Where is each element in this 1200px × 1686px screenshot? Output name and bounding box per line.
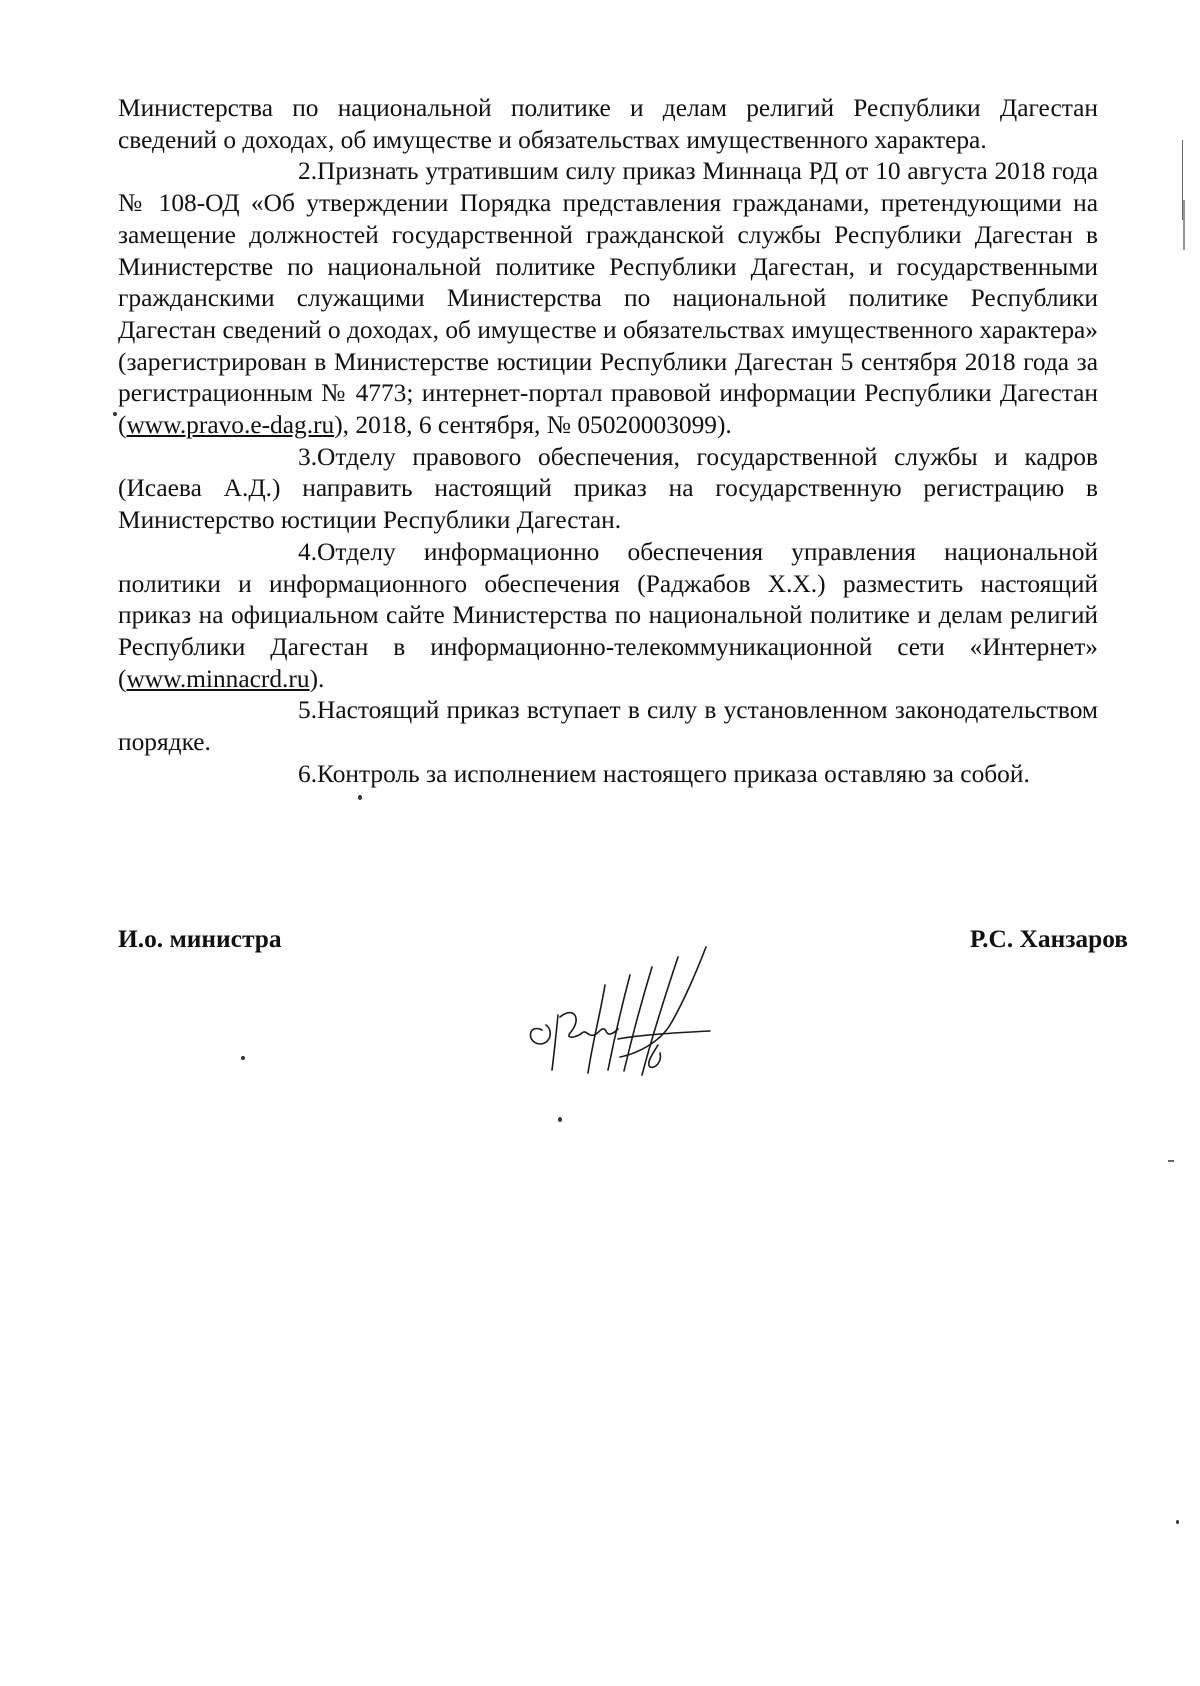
item-number: 2. (298, 157, 318, 186)
item-number: 3. (298, 442, 318, 471)
scan-speck (558, 1117, 562, 1122)
item-text: Контроль за исполнением настоящего приказа оставляю за собой. (317, 759, 1030, 788)
item-text-tail: ). (309, 664, 325, 693)
item-2-paragraph (118, 156, 1098, 441)
item-text: Отделу информационно обеспечения управления национальной политики и информационного обеспечения (Раджабов Х.Х.) разместить настоящий приказ на официальном сайте Министерства по национальной политике и делам религий Республики Дагестан в информационно-телекоммуникационной сети «Интернет» ( (118, 537, 1098, 693)
handwritten-signature (520, 945, 770, 1080)
scan-speck (1176, 1520, 1179, 1524)
item-text: Признать утратившим силу приказ Миннаца РД от 10 августа 2018 года № 108-ОД «Об утверждении Порядка представления гражданами, претендующими на замещение должностей государственной гражданской службы Республики Дагестан в Министерстве по национальной политике Республики Дагестан, и государственными гражданскими служащими Министерства по национальной политике Республики Дагестан сведений о доходах, об имуществе и обязательствах имущественного характера» (зарегистрирован в Министерстве юстиции Республики Дагестан 5 сентября 2018 года за регистрационным № 4773; интернет-портал правовой информации Республики Дагестан ( (118, 157, 1098, 440)
scan-speck (358, 795, 362, 800)
item-text: Настоящий приказ вступает в силу в установленном законодательством порядке. (118, 696, 1098, 757)
item-text-tail: ), 2018, 6 сентября, № 05020003099). (334, 411, 732, 440)
item-6-paragraph (118, 759, 1098, 791)
scan-speck (241, 1056, 245, 1060)
pravo-portal-link[interactable]: www.pravo.e-dag.ru (126, 411, 335, 440)
document-body (118, 93, 1098, 790)
item-4-paragraph (118, 537, 1098, 696)
item-text: Отделу правового обеспечения, государственной службы и кадров (Исаева А.Д.) направить настоящий приказ на государственную регистрацию в Министерство юстиции Республики Дагестан. (118, 442, 1098, 535)
item-number: 5. (298, 696, 318, 725)
intro-paragraph: Министерства по национальной политике и делам религий Республики Дагестан сведений о доходах, об имуществе и обязательствах имущественного характера. (118, 94, 1098, 154)
scan-edge-mark (1183, 200, 1185, 250)
signatory-title: И.о. министра (118, 925, 282, 953)
signatory-name: Р.С. Ханзаров (969, 925, 1128, 953)
scan-edge-mark (1168, 1160, 1174, 1162)
item-number: 6. (298, 759, 318, 788)
scan-speck (113, 412, 117, 416)
minnacrd-site-link[interactable]: www.minnacrd.ru (126, 664, 310, 693)
item-5-paragraph (118, 695, 1098, 758)
item-number: 4. (298, 537, 318, 566)
item-3-paragraph (118, 442, 1098, 537)
